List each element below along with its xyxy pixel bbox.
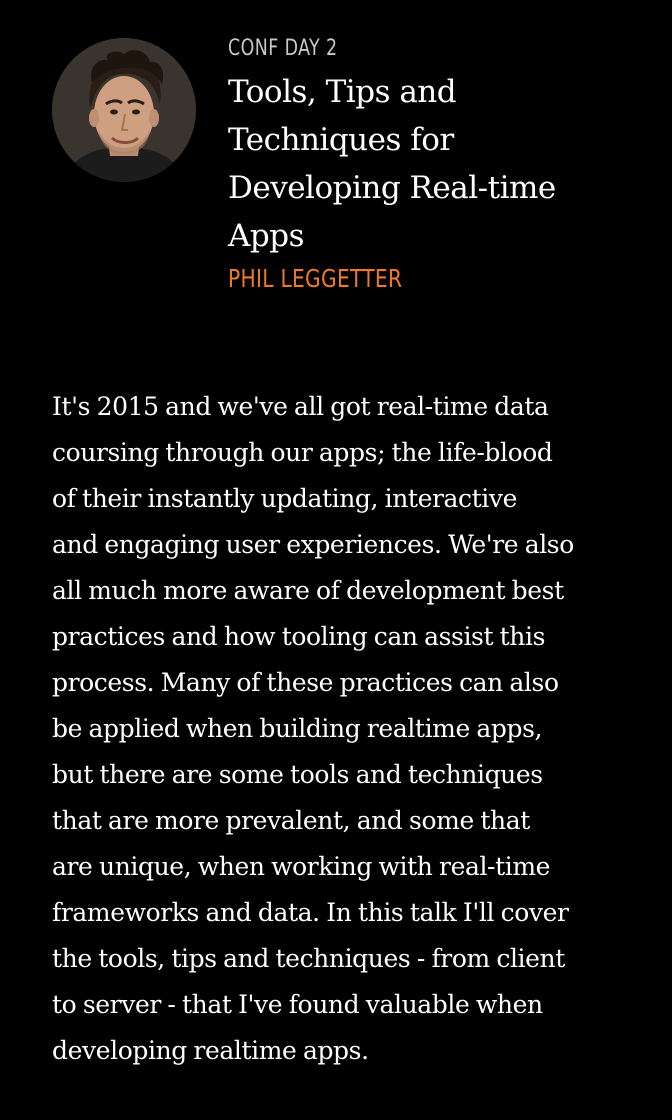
session-title-line: Apps (228, 218, 304, 254)
session-title (228, 68, 658, 260)
speaker-avatar (52, 38, 196, 182)
abstract-line: that are more prevalent, and some that (52, 806, 530, 835)
abstract-line: frameworks and data. In this talk I'll cover (52, 898, 569, 927)
abstract-line: It's 2015 and we've all got real-time data (52, 392, 549, 421)
abstract-line: the tools, tips and techniques - from client (52, 944, 565, 973)
session-title-line: Tools, Tips and (228, 74, 457, 110)
session-title-line: Techniques for (228, 122, 454, 158)
abstract-line: to server - that I've found valuable when (52, 990, 543, 1019)
abstract-line: be applied when building realtime apps, (52, 714, 543, 743)
abstract-line: and engaging user experiences. We're also (52, 530, 574, 559)
abstract-line: of their instantly updating, interactive (52, 484, 517, 513)
abstract-line: all much more aware of development best (52, 576, 564, 605)
session-header (52, 34, 652, 324)
session-title-line: Developing Real-time (228, 170, 556, 206)
session-meta (228, 34, 658, 296)
session-abstract (52, 384, 652, 1074)
abstract-line: are unique, when working with real-time (52, 852, 551, 881)
conf-day-label: CONF DAY 2 (228, 36, 338, 61)
abstract-line: practices and how tooling can assist this (52, 622, 546, 651)
speaker-name[interactable]: PHIL LEGGETTER (228, 264, 403, 293)
abstract-line: developing realtime apps. (52, 1036, 369, 1065)
speaker-photo-icon (52, 38, 196, 182)
abstract-line: but there are some tools and techniques (52, 760, 543, 789)
abstract-line: coursing through our apps; the life-blood (52, 438, 553, 467)
abstract-line: process. Many of these practices can also (52, 668, 559, 697)
